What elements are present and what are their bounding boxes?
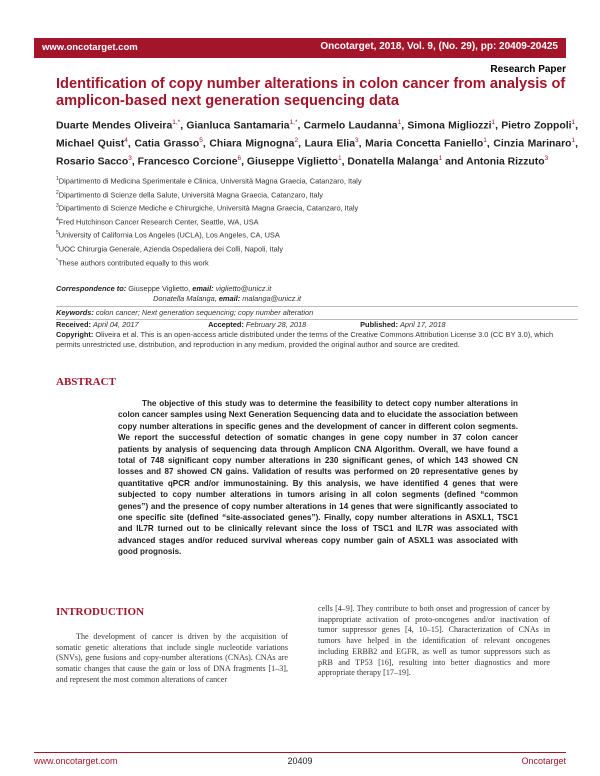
affiliation-text: Dipartimento di Scienze della Salute, Università Magna Graecia, Catanzaro, Italy	[58, 190, 323, 200]
author-name: Giuseppe Viglietto	[246, 156, 338, 168]
author-name: Michael Quist	[56, 138, 125, 150]
author-name: Pietro Zoppoli	[501, 120, 572, 132]
affiliation-text: UOC Chirurgia Generale, Azienda Ospedaliera dei Colli, Napoli, Italy	[58, 244, 284, 254]
introduction-heading: INTRODUCTION	[56, 606, 145, 618]
accepted-label: Accepted:	[208, 320, 244, 329]
affiliation-mark: 4	[56, 216, 59, 223]
author-affiliation-mark: 1,*	[289, 119, 298, 126]
abstract-heading: ABSTRACT	[56, 376, 116, 388]
correspondence-email-label-1: email:	[192, 284, 214, 293]
journal-header-bar	[34, 38, 566, 58]
author-affiliation-mark: 3	[128, 155, 132, 163]
author-name: Antonia Rizzuto	[466, 156, 545, 168]
affiliation-mark: 2	[56, 189, 59, 196]
affiliation-mark: 3	[56, 203, 59, 210]
correspondence-email-label-2: email:	[218, 294, 241, 303]
author-affiliation-mark: 1	[491, 119, 496, 126]
accepted-date: February 28, 2018	[245, 320, 307, 329]
author-affiliation-mark: 1	[337, 155, 342, 163]
keywords-block	[56, 308, 578, 318]
correspondence-name-2: Donatella Malanga,	[153, 294, 217, 303]
keywords-label: Keywords:	[56, 308, 94, 317]
correspondence-email-1[interactable]: viglietto@unicz.it	[215, 284, 272, 293]
author-name: Chiara Mignogna	[209, 138, 295, 150]
header-site-link[interactable]: www.oncotarget.com	[42, 42, 138, 53]
author-name: Laura Elia	[304, 138, 355, 150]
affiliation-item	[56, 244, 576, 253]
affiliation-text: These authors contributed equally to this work	[57, 258, 209, 268]
affiliation-mark: 1	[56, 176, 59, 182]
introduction-column-1: The development of cancer is driven by the acquisition of somatic genetic alterations that include single nucleotide variations (SNVs), gene fusions and copy-number alterations (CNAs). CNAs are somatic changes that cause the gain or loss of DNA fragments [1–3], and represent the most common alterations of cancer	[56, 632, 288, 684]
received-label: Received:	[56, 320, 91, 329]
received-date: April 04, 2017	[92, 320, 139, 329]
abstract-text: The objective of this study was to determine the feasibility to detect copy number alterations in colon cancer samples using Next Generation Sequencing data and to elucidate the association between copy number alterations in specific genes and the development of cancer in different colon segments. We report the successful detection of somatic changes in gene copy number in 37 colon cancer patients by analysis of sequencing data through Amplicon CNA Algorithm. Overall, we have found a total of 748 significant copy number alterations in 230 significant genes, of which 143 showed CN losses and 87 showed CN gains. Validation of results was performed on 20 representative genes by quantitative qPCR and/or immunostaining. By this analysis, we have identified 4 genes that were subjected to copy number alterations in tumors arising in all colon segments (defined “common genes”) and the presence of copy number alterations in 14 genes that were significantly associated to one specific site (defined “site-associated genes”). Finally, copy number alterations in ASXL1, TSC1 and IL7R turned out to be clinically relevant since the loss of TSC1 and IL7R was associated with advanced stages and/or reduced survival whereas copy number gain of ASXL1 was associated with good prognosis.	[118, 399, 518, 557]
affiliation-item	[56, 258, 576, 267]
affiliation-item	[56, 217, 576, 226]
author-affiliation-mark: 1	[483, 137, 487, 145]
author-name: Duarte Mendes Oliveira	[56, 120, 173, 132]
affiliation-mark: 5	[56, 230, 59, 237]
affiliation-text: University of California Los Angeles (UCLA), Los Angeles, CA, USA	[58, 230, 280, 240]
footer-site-link[interactable]: www.oncotarget.com	[34, 756, 118, 766]
affiliation-item	[56, 176, 576, 185]
footer-journal: Oncotarget	[521, 756, 566, 766]
copyright-text: Oliveira et al. This is an open-access article distributed under the terms of the Creative Commons Attribution License 3.0 (CC BY 3.0), which permits unrestricted use, distribution, and reproduction in any medium, provided the original author and source are credited.	[56, 330, 554, 349]
author-name: Cinzia Marinaro	[493, 138, 572, 150]
author-affiliation-mark: 1	[571, 119, 576, 126]
author-name: Carmelo Laudanna	[303, 120, 398, 132]
correspondence-name-1: Giuseppe Viglietto,	[128, 284, 191, 293]
dates-block	[56, 320, 578, 330]
correspondence-block	[56, 284, 578, 304]
page-number: 20409	[287, 756, 313, 766]
keywords-text: colon cancer; Next generation sequencing; copy number alteration	[95, 308, 314, 317]
affiliation-item	[56, 203, 576, 212]
correspondence-email-2[interactable]: malanga@unicz.it	[242, 294, 302, 303]
author-affiliation-mark: 5	[199, 137, 203, 145]
correspondence-label: Correspondence to:	[56, 284, 127, 293]
author-name: Francesco Corcione	[137, 156, 238, 168]
copyright-block	[56, 330, 578, 350]
copyright-label: Copyright:	[56, 330, 94, 339]
author-affiliation-mark: 2	[294, 137, 299, 145]
author-affiliation-mark: 1	[571, 137, 576, 145]
published-date: April 17, 2018	[399, 320, 446, 329]
affiliation-text: Fred Hutchinson Cancer Research Center, Seattle, WA, USA	[58, 217, 259, 227]
affiliation-mark: 6	[56, 244, 59, 250]
affiliation-item	[56, 190, 576, 199]
author-name: Catia Grasso	[134, 138, 200, 150]
author-affiliation-mark: 3	[544, 155, 549, 163]
author-name: Gianluca Santamaria	[186, 120, 290, 132]
footer-rule	[34, 752, 566, 753]
author-name: Maria Concetta Faniello	[365, 138, 484, 150]
author-name: Donatella Malanga	[347, 156, 439, 168]
header-citation: Oncotarget, 2018, Vol. 9, (No. 29), pp: 20409-20425	[320, 41, 558, 52]
affiliation-mark: *	[56, 257, 58, 264]
paper-type: Research Paper	[490, 64, 566, 75]
affiliation-text: Dipartimento di Scienze Mediche e Chirurgiche, Università Magna Graecia, Catanzaro, Italy	[58, 203, 359, 213]
author-list: Duarte Mendes Oliveira$^{1,*}$, Gianluca Santamaria$^{1,*}$, Carmelo Laudanna$^1$, Simona Migliozzi$^1$, Pietro Zoppoli$^1$, Michael Quist$^4$, Catia Grasso$^5$, Chiara Mignogna$^2$, Laura Elia$^3$, Maria Concetta Faniello$^1$, Cinzia Marinaro$^1$, Rosario Sacco$^3$, Francesco Corcione$^6$, Giuseppe Viglietto$^1$, Donatella Malanga$^1$ and Antonia Rizzuto$^3$	[56, 119, 578, 168]
author-affiliation-mark: 1	[438, 155, 443, 163]
author-name: Simona Migliozzi	[407, 120, 492, 132]
author-affiliation-mark: 3	[354, 137, 359, 145]
divider	[56, 306, 578, 307]
author-affiliation-mark: 1,*	[172, 119, 181, 126]
published-label: Published:	[360, 320, 398, 329]
paper-title: Identification of copy number alterations in colon cancer from analysis of amplicon-based next generation sequencing data	[56, 76, 566, 109]
author-affiliation-mark: 4	[124, 137, 128, 145]
affiliation-text: Dipartimento di Medicina Sperimentale e Clinica, Università Magna Graecia, Catanzaro, Italy	[58, 176, 362, 186]
author-name: Rosario Sacco	[56, 156, 129, 168]
affiliation-item	[56, 230, 576, 239]
introduction-column-2: cells [4–9]. They contribute to both onset and progression of cancer by inappropriate activation of proto-oncogenes and/or inactivation of tumor suppressor genes [4, 10–15]. Characterization of CNAs in tumors have helped in the identification of relevant oncogenes including ERBB2 and EGFR, as well as tumor suppressors such as pRB and TP53 [16], resulting into better diagnostics and more appropriate therapy [17–19].	[318, 604, 550, 678]
author-affiliation-mark: 6	[237, 155, 242, 163]
author-affiliation-mark: 1	[397, 119, 402, 126]
